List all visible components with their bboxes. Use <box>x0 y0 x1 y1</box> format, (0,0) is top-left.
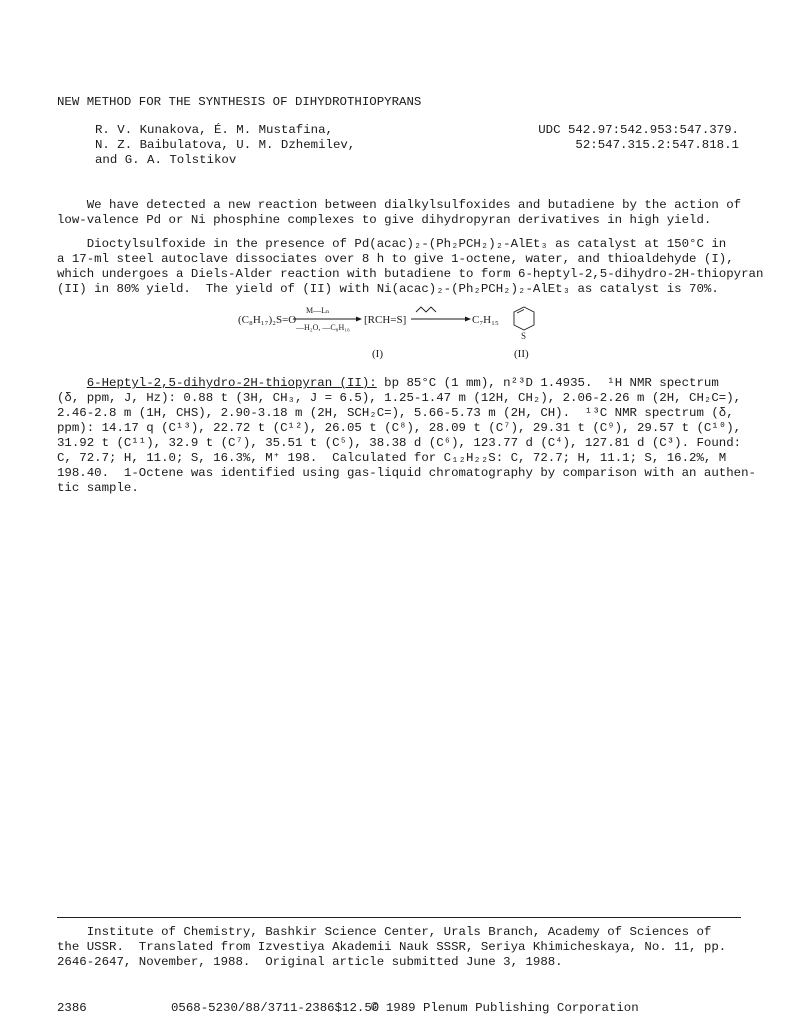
text-line <box>57 376 747 391</box>
affiliation-footnote <box>57 925 726 970</box>
ring-sulfur-atom: S <box>521 331 527 340</box>
author-line: N. Z. Baibulatova, U. M. Dzhemilev, <box>95 138 356 152</box>
author-line: R. V. Kunakova, É. M. Mustafina, <box>95 123 333 137</box>
text-line: (II) in 80% yield. The yield of (II) with Ni(acac)₂-(Ph₂PCH₂)₂-AlEt₃ as catalyst is 70%. <box>57 282 719 296</box>
text-line: (δ, ppm, J, Hz): 0.88 t (3H, CH₃, J = 6.5), 1.25-1.47 m (12H, CH₂), 2.06-2.26 m (2H, CH₂C=), <box>57 391 742 405</box>
author-list <box>95 123 355 168</box>
udc-line: 52:547.315.2:547.818.1 <box>575 138 739 152</box>
text-line: 198.40. 1-Octene was identified using gas-liquid chromatography by comparison with an authen- <box>57 466 756 480</box>
reactant-formula: (C₈H₁₇)₂S=O <box>238 314 297 326</box>
text-line: the USSR. Translated from Izvestiya Akademii Nauk SSSR, Seriya Khimicheskaya, No. 11, pp. <box>57 940 727 954</box>
thiopyran-ring-icon <box>514 307 534 330</box>
author-line: and G. A. Tolstikov <box>95 153 237 167</box>
butadiene-icon <box>416 307 436 312</box>
text-line: C, 72.7; H, 11.0; S, 16.3%, M⁺ 198. Calculated for C₁₂H₂₂S: C, 72.7; H, 11.1; S, 16.2%, M <box>57 451 727 465</box>
method-paragraph <box>57 237 764 297</box>
reagent-bottom: —H₂O, —C₈H₁₆ <box>296 323 350 332</box>
compound-label-II: (II) <box>514 348 529 360</box>
copyright-notice: © 1989 Plenum Publishing Corporation <box>371 1001 639 1015</box>
text-fragment: bp 85°C (1 mm), n²³D 1.4935. ¹H NMR spectrum <box>376 376 719 390</box>
heptyl-substituent: C₇H₁₅ <box>472 314 499 326</box>
text-line: ppm): 14.17 q (C¹³), 22.72 t (C¹²), 26.05 t (C⁸), 28.09 t (C⁷), 29.31 t (C⁹), 29.57 t (C¹⁰), <box>57 421 742 435</box>
text-line: 2646-2647, November, 1988. Original article submitted June 3, 1988. <box>57 955 563 969</box>
article-title: NEW METHOD FOR THE SYNTHESIS OF DIHYDROTHIOPYRANS <box>57 95 422 109</box>
arrowhead-1 <box>356 317 362 322</box>
compound-label-I: (I) <box>372 348 383 360</box>
text-line: Dioctylsulfoxide in the presence of Pd(acac)₂-(Ph₂PCH₂)₂-AlEt₃ as catalyst at 150°C in <box>57 237 727 251</box>
text-line: 2.46-2.8 m (1H, CHS), 2.90-3.18 m (2H, SCH₂C=), 5.66-5.73 m (2H, CH). ¹³C NMR spectrum (δ, <box>57 406 734 420</box>
reaction-scheme <box>0 300 807 340</box>
intermediate-formula: [RCH=S] <box>364 314 407 326</box>
text-line: a 17-ml steel autoclave dissociates over 8 h to give 1-octene, water, and thioaldehyde (I), <box>57 252 734 266</box>
udc-line: UDC 542.97:542.953:547.379. <box>538 123 739 137</box>
text-line: Institute of Chemistry, Bashkir Science Center, Urals Branch, Academy of Sciences of <box>57 925 712 939</box>
experimental-paragraph <box>57 376 756 496</box>
text-line: low-valence Pd or Ni phosphine complexes to give dihydropyran derivatives in high yield. <box>57 213 712 227</box>
footnote-divider <box>57 917 741 918</box>
page-number: 2386 <box>57 1001 87 1015</box>
compound-heading: 6-Heptyl-2,5-dihydro-2H-thiopyran (II): <box>86 376 377 390</box>
intro-paragraph <box>57 198 747 228</box>
publication-code: 0568-5230/88/3711-2386$12.50 <box>171 1001 380 1015</box>
text-line: which undergoes a Diels-Alder reaction with butadiene to form 6-heptyl-2,5-dihydro-2H-thiopyran <box>57 267 764 281</box>
udc-code <box>538 123 739 153</box>
text-line: We have detected a new reaction between dialkylsulfoxides and butadiene by the action of <box>57 198 742 212</box>
text-line: tic sample. <box>57 481 139 495</box>
arrowhead-2 <box>465 317 471 322</box>
text-line: 31.92 t (C¹¹), 32.9 t (C⁷), 35.51 t (C⁵), 38.38 d (C⁶), 123.77 d (C⁴), 127.81 d (C³). Found: <box>57 436 742 450</box>
reagent-top: M—Lₙ <box>306 306 330 315</box>
